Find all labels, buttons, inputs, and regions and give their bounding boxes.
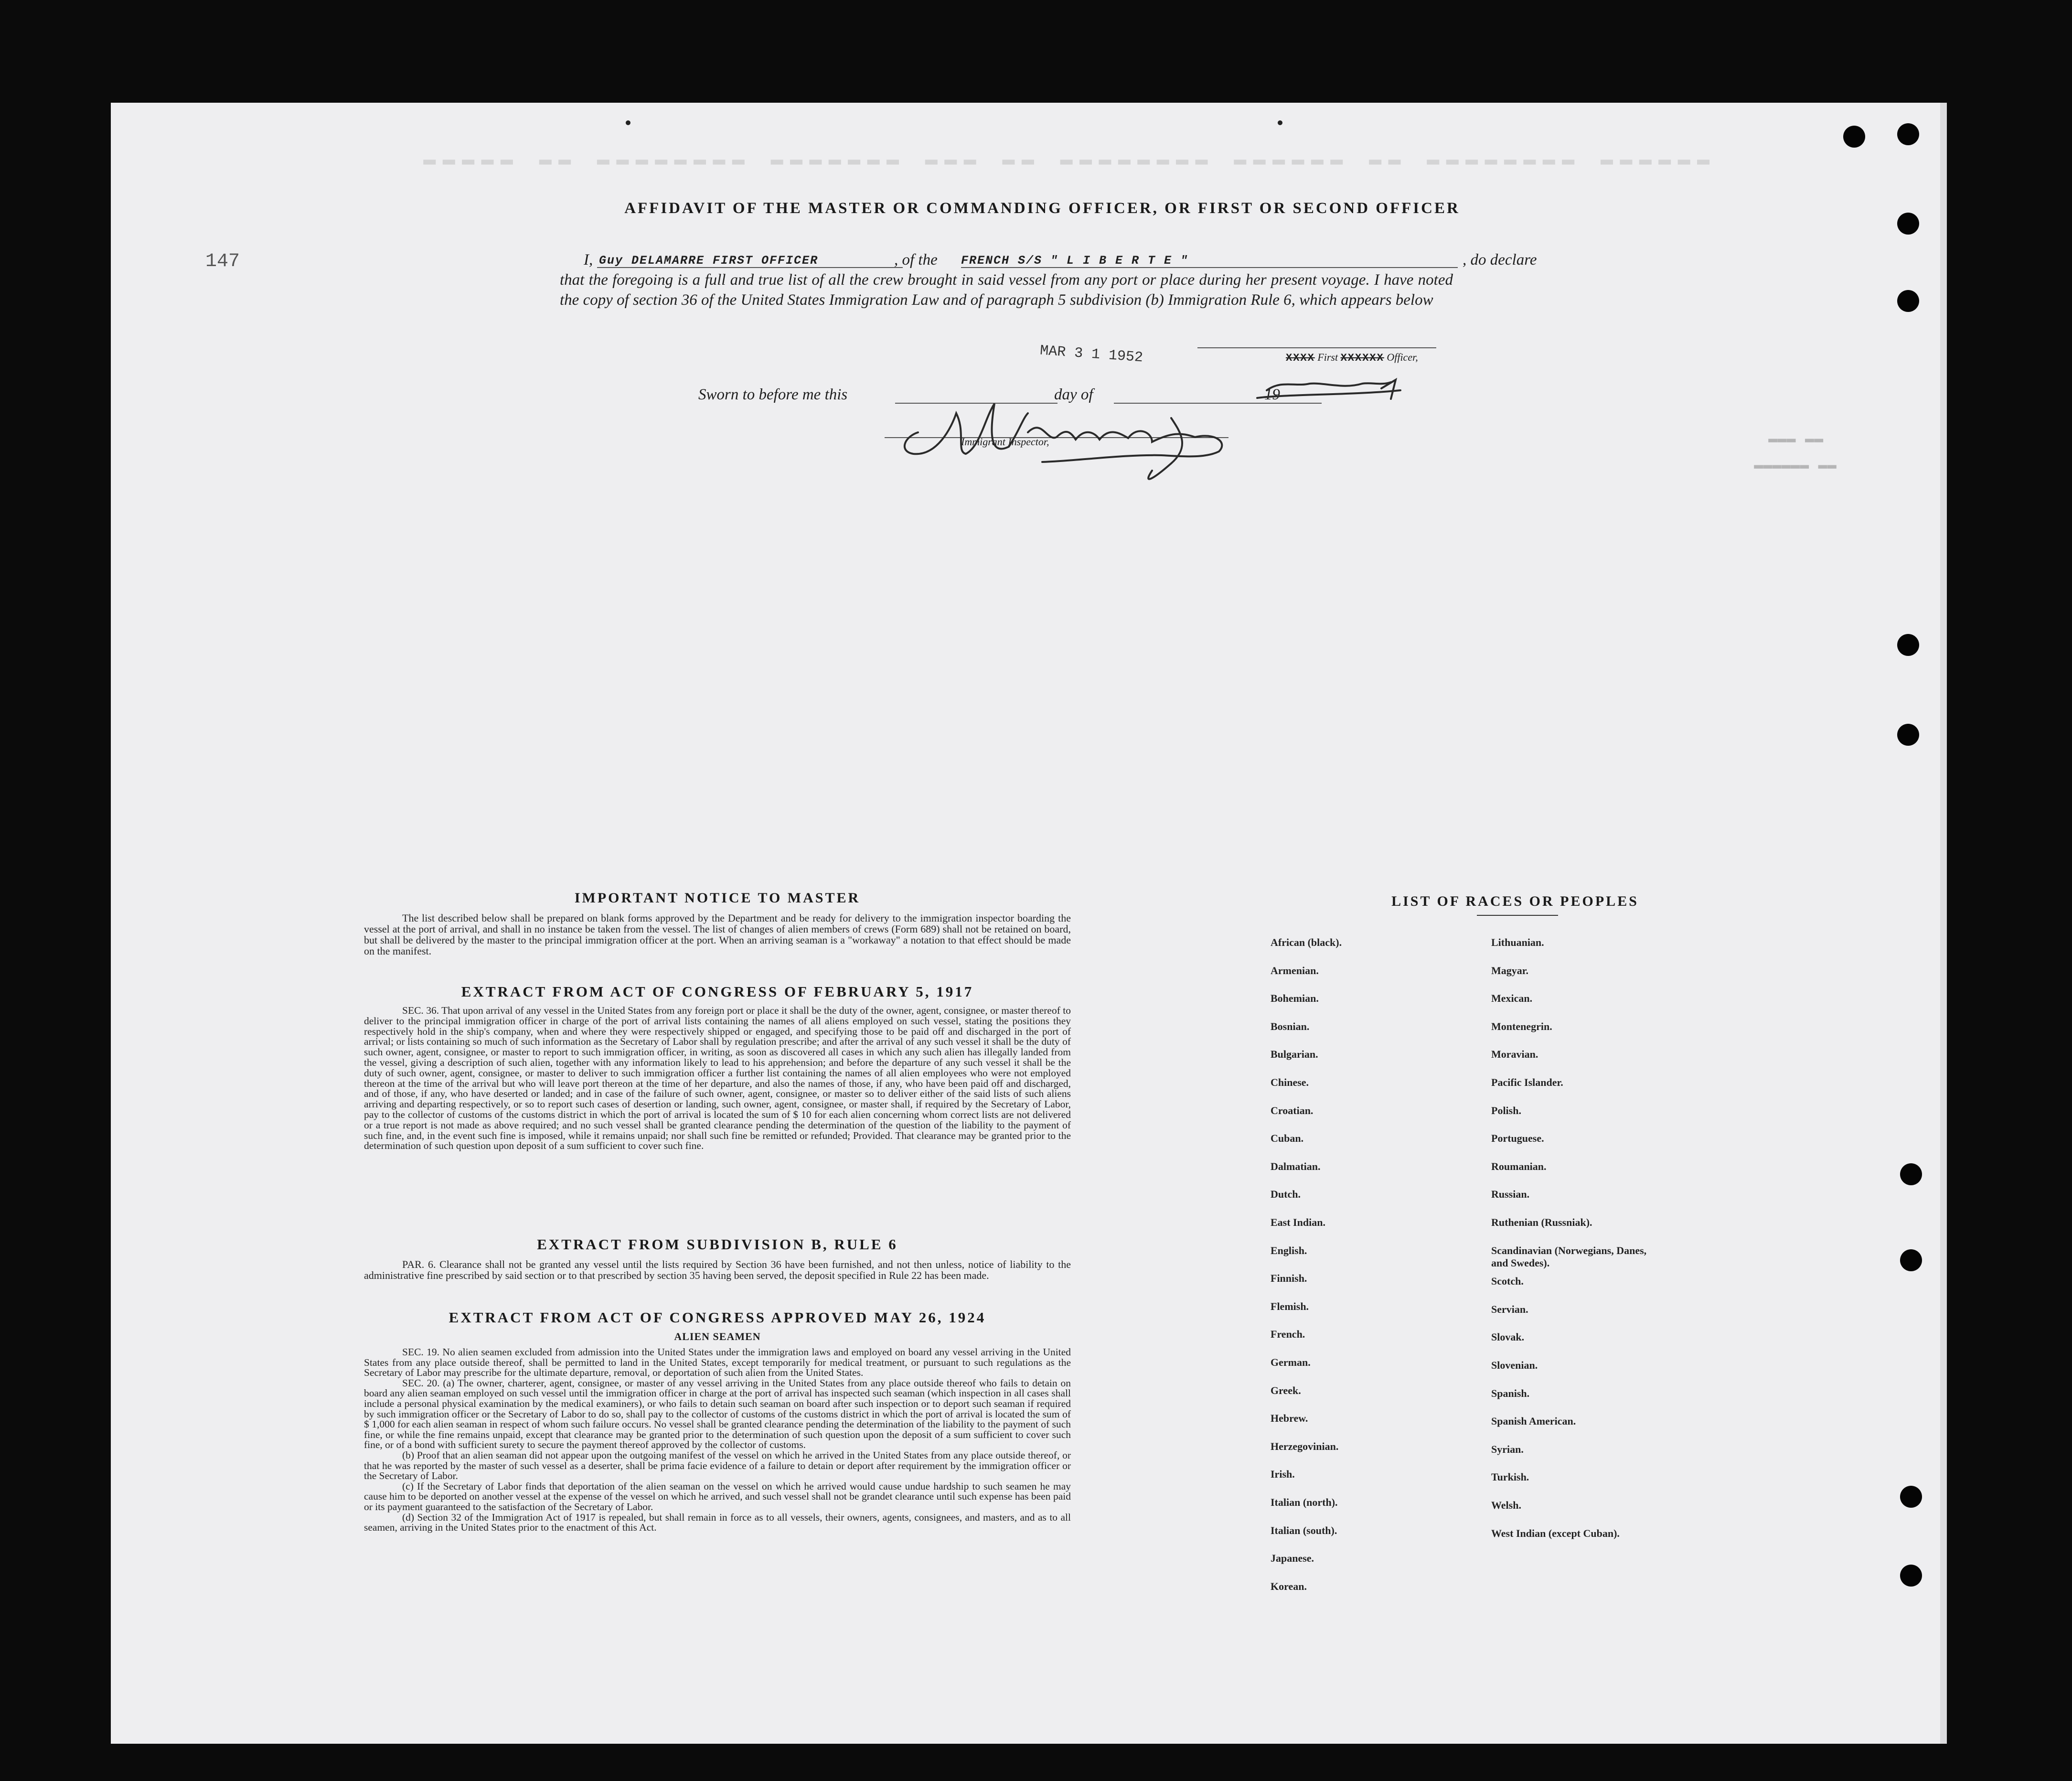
race-item: Ruthenian (Russniak).	[1491, 1216, 1592, 1228]
margin-stamp: 147	[205, 251, 240, 272]
race-item: West Indian (except Cuban).	[1491, 1527, 1620, 1539]
sec20b-paragraph: (b) Proof that an alien seaman did not appear upon the outgoing manifest of the vessel on which he arrived in the United States from any place outside thereof, or that he was reported by the master of such vessel as a deserter, shall be prima facie evidence of a failure to detain or deport after requirement by the immigration officer or the Secretary of Labor.	[364, 1449, 1071, 1482]
handwritten-signatures	[885, 361, 1410, 494]
race-item: Portuguese.	[1491, 1132, 1544, 1145]
day-of-label: day of	[1054, 386, 1093, 403]
race-item: Pacific Islander.	[1491, 1076, 1563, 1088]
vessel-underline	[961, 267, 1458, 268]
race-item: Welsh.	[1491, 1499, 1521, 1511]
race-item: Dalmatian.	[1271, 1160, 1321, 1172]
punch-hole	[1900, 1249, 1922, 1271]
top-dot-mark	[1278, 120, 1282, 125]
race-item: Mexican.	[1491, 992, 1533, 1005]
struck-role-2: XXXXXX	[1340, 352, 1384, 364]
race-item: Spanish American.	[1491, 1415, 1576, 1427]
race-item: Chinese.	[1271, 1076, 1309, 1088]
year-prefix: 19	[1264, 386, 1280, 403]
notice-text	[364, 912, 1071, 956]
extract-1924-text	[364, 1347, 1071, 1533]
race-item: Irish.	[1271, 1468, 1295, 1481]
race-item: East Indian.	[1271, 1216, 1325, 1228]
affidavit-declare: , do declare	[1463, 251, 1537, 268]
sec19-paragraph: SEC. 19. No alien seamen excluded from admission into the United States under the immigration laws and employed on board any vessel arriving in the United States from any place outside thereof, shall be permitted to land in the United States, except temporarily for medical treatment, or pursuant to such regulations as the Secretary of Labor may prescribe for the ultimate departure, removal, or deportation of such alien from the United States.	[364, 1346, 1071, 1379]
races-title: LIST OF RACES OR PEOPLES	[1391, 893, 1639, 909]
race-item: Slovak.	[1491, 1331, 1525, 1343]
bleed-through-mark: ▬▬ ▬▬▬▬▬▬	[1754, 456, 1837, 474]
punch-hole	[1897, 724, 1919, 746]
name-underline	[597, 267, 903, 268]
notice-title: IMPORTANT NOTICE TO MASTER	[574, 890, 861, 906]
race-item: Roumanian.	[1491, 1160, 1547, 1172]
first-label: First	[1317, 351, 1338, 363]
race-item: Montenegrin.	[1491, 1020, 1552, 1032]
extract-rule6-title: EXTRACT FROM SUBDIVISION B, RULE 6	[537, 1236, 898, 1253]
alien-seamen-subtitle: ALIEN SEAMEN	[674, 1330, 761, 1342]
race-item: Turkish.	[1491, 1471, 1529, 1483]
races-title-rule	[1477, 915, 1558, 916]
affidavit-of-the: , of the	[894, 251, 938, 268]
race-item: Russian.	[1491, 1188, 1530, 1201]
race-item: Spanish.	[1491, 1387, 1530, 1399]
affidavit-prefix: I,	[584, 251, 593, 268]
race-item: Polish.	[1491, 1104, 1521, 1116]
race-item: Moravian.	[1491, 1048, 1538, 1061]
race-item: Slovenian.	[1491, 1359, 1538, 1371]
punch-hole	[1843, 126, 1865, 148]
race-item: Finnish.	[1271, 1272, 1307, 1285]
struck-role: XXXX	[1286, 352, 1315, 364]
race-item: Italian (south).	[1271, 1524, 1337, 1536]
sec20d-paragraph: (d) Section 32 of the Immigration Act of 1917 is repealed, but shall remain in force as to all vessels, their owners, agents, consignees, and masters, and as to all seamen, arriving in the United States prior to the enactment of this Act.	[364, 1511, 1071, 1534]
vessel-name-field: FRENCH S/S " L I B E R T E "	[961, 254, 1189, 268]
punch-hole	[1897, 123, 1919, 145]
race-item: French.	[1271, 1328, 1305, 1341]
race-item: Herzegovinian.	[1271, 1440, 1339, 1452]
document-page	[111, 103, 1947, 1744]
race-item: Magyar.	[1491, 964, 1529, 976]
punch-hole	[1900, 1486, 1922, 1508]
race-item: Korean.	[1271, 1580, 1307, 1592]
race-item: Scandinavian (Norwegians, Danes, and Swedes).	[1491, 1244, 1647, 1269]
punch-hole	[1897, 213, 1919, 235]
extract-rule6-text	[364, 1259, 1071, 1281]
sec36-paragraph: SEC. 36. That upon arrival of any vessel in the United States from any foreign port or place it shall be the duty of the owner, agent, consignee, or master thereof to deliver to the principal immigration officer in charge of the port of arrival lists containing the names of all aliens employed on such vessel, stating the positions they respectively hold in the ship's company, when and where they were respectively shipped or engaged, and specifying those to be paid off and discharged in the port of arrival; or lists containing so much of such information as the Secretary of Labor shall by regulation prescribe; and after the arrival of any such vessel it shall be the duty of such owner, agent, consignee, or master to report to such immigration officer, in writing, as soon as discovered all cases in which any such alien has illegally landed from the vessel, giving a description of such alien, together with any information likely to lead to his apprehension; and before the departure of any such vessel it shall be the duty of such owner, agent, consignee, or master to deliver to such immigration officer a further list containing the names of all alien employees who were not employed thereon at the time of the arrival but who will leave port thereon at the time of her departure, and also the names of those, if any, who have been paid off and discharged, and of those, if any, who have deserted or landed; and in case of the failure of such owner, agent, consignee, or master so to deliver either of the said lists of such aliens arriving and departing respectively, or so to report such cases of desertion or landing, such owner, agent, consignee, or master shall, if required by the Secretary of Labor, pay to the collector of customs of the customs district in which the port of arrival is located the sum of $ 10 for each alien concerning whom correct lists are not delivered or a true report is not made as above required; and no such vessel shall be granted clearance pending the determination of the question of the liability to the payment of such fine, and, in the event such fine is imposed, while it remains unpaid; nor shall such fine be remitted or refunded; Provided. That clearance may be granted prior to the determination of such question upon deposit of a sum sufficient to cover such fine.	[364, 1005, 1071, 1152]
punch-hole	[1897, 290, 1919, 312]
inspector-label: Immigrant Inspector,	[961, 436, 1049, 448]
punch-hole	[1897, 634, 1919, 656]
notice-paragraph: The list described below shall be prepared on blank forms approved by the Department and be ready for delivery to the immigration inspector boarding the vessel at the port of arrival, and shall in no instance be taken from the vessel. The list of changes of alien members of crews (Form 689) shall not be retained on board, but shall be delivered by the master to the principal immigration officer at the port. When an arriving seaman is a "workaway" a notation to that effect should be made on the manifest.	[364, 912, 1071, 957]
race-item: African (black).	[1271, 936, 1342, 948]
top-dot-mark	[626, 120, 630, 125]
affidavit-body: that the foregoing is a full and true list of all the crew brought in said vessel from any port or place during her present voyage. I have noted the copy of section 36 of the United States Immigration Law and of paragraph 5 subdivision (b) Immigration Rule 6, which appears below	[560, 271, 1453, 309]
race-item: Hebrew.	[1271, 1412, 1308, 1425]
race-item: Flemish.	[1271, 1300, 1309, 1312]
race-item: Dutch.	[1271, 1188, 1301, 1201]
race-item: Scotch.	[1491, 1275, 1524, 1287]
race-item: Syrian.	[1491, 1443, 1524, 1455]
race-item: Italian (north).	[1271, 1496, 1338, 1508]
race-item: Lithuanian.	[1491, 936, 1544, 948]
race-item: Greek.	[1271, 1384, 1301, 1396]
punch-hole	[1900, 1163, 1922, 1185]
race-item: Servian.	[1491, 1303, 1528, 1315]
officer-name-field: Guy DELAMARRE FIRST OFFICER	[599, 254, 819, 268]
officer-signature-line	[1197, 347, 1436, 348]
race-item: English.	[1271, 1244, 1307, 1256]
sec20a-paragraph: SEC. 20. (a) The owner, charterer, agent, consignee, or master of any vessel arriving in the United States from any place outside thereof who fails to detain on board any alien seaman employed on such vessel until the immigration officer in charge at the port of arrival has inspected such seaman (which inspection in all cases shall include a personal physical examination by the medical examiners), or who fails to detain such seaman on board after such inspection or to deport such seaman if required by such immigration officer or the Secretary of Labor to do so, shall pay to the collector of customs of the customs district in which the port of arrival is located the sum of $ 1,000 for each alien seaman in respect of whom such failure occurs. No vessel shall be granted clearance pending the determination of the liability to the payment of such fine, or while the fine remains unpaid, except that clearance may be granted prior to the determination of such question upon the deposit of a sum sufficient to cover such fine, or of a bond with sufficient surety to secure the payment thereof approved by the collector of customs.	[364, 1377, 1071, 1451]
race-item: German.	[1271, 1356, 1311, 1368]
race-item: Japanese.	[1271, 1552, 1314, 1565]
extract-1917-title: EXTRACT FROM ACT OF CONGRESS OF FEBRUARY 5, 1917	[461, 983, 974, 1000]
affidavit-title: AFFIDAVIT OF THE MASTER OR COMMANDING OFFICER, OR FIRST OR SECOND OFFICER	[624, 200, 1460, 217]
race-item: Bosnian.	[1271, 1020, 1310, 1032]
punch-hole	[1900, 1565, 1922, 1587]
race-item: Bulgarian.	[1271, 1048, 1318, 1061]
race-item: Cuban.	[1271, 1132, 1304, 1145]
sworn-text: Sworn to before me this	[698, 386, 848, 403]
race-item: Armenian.	[1271, 964, 1319, 976]
race-item: Bohemian.	[1271, 992, 1319, 1005]
extract-1924-title: EXTRACT FROM ACT OF CONGRESS APPROVED MAY 26, 1924	[449, 1309, 986, 1326]
par6-paragraph: PAR. 6. Clearance shall not be granted any vessel until the lists required by Section 36 have been furnished, and not then unless, notice of liability to the administrative fine prescribed by said section or to that prescribed by section 35 having been served, the deposit specified in Rule 22 has been made.	[364, 1258, 1071, 1281]
bleed-through-mark: ▬▬ ▬▬▬	[1768, 430, 1824, 448]
date-stamp: MAR 3 1 1952	[1039, 343, 1143, 366]
extract-1917-text	[364, 1006, 1071, 1151]
officer-suffix: Officer,	[1387, 351, 1418, 363]
race-item: Croatian.	[1271, 1104, 1314, 1116]
sec20c-paragraph: (c) If the Secretary of Labor finds that deportation of the alien seaman on the vessel on which he arrived would cause undue hardship to such seamen he may cause him to be deported on another vessel at the expense of the vessel on which he arrived, and such vessel shall not be grandet clearance until such expense has been paid or its payment guaranteed to the satisfaction of the Secretary of Labor.	[364, 1480, 1071, 1513]
bleed-through-header: ▬▬▬▬▬▬ ▬▬▬▬▬▬▬▬ ▬▬ ▬▬▬▬▬▬ ▬▬▬▬▬▬▬▬ ▬▬ ▬▬▬ ▬▬▬▬▬▬▬ ▬▬▬▬▬▬▬▬ ▬▬ ▬▬▬▬▬	[417, 148, 1710, 172]
